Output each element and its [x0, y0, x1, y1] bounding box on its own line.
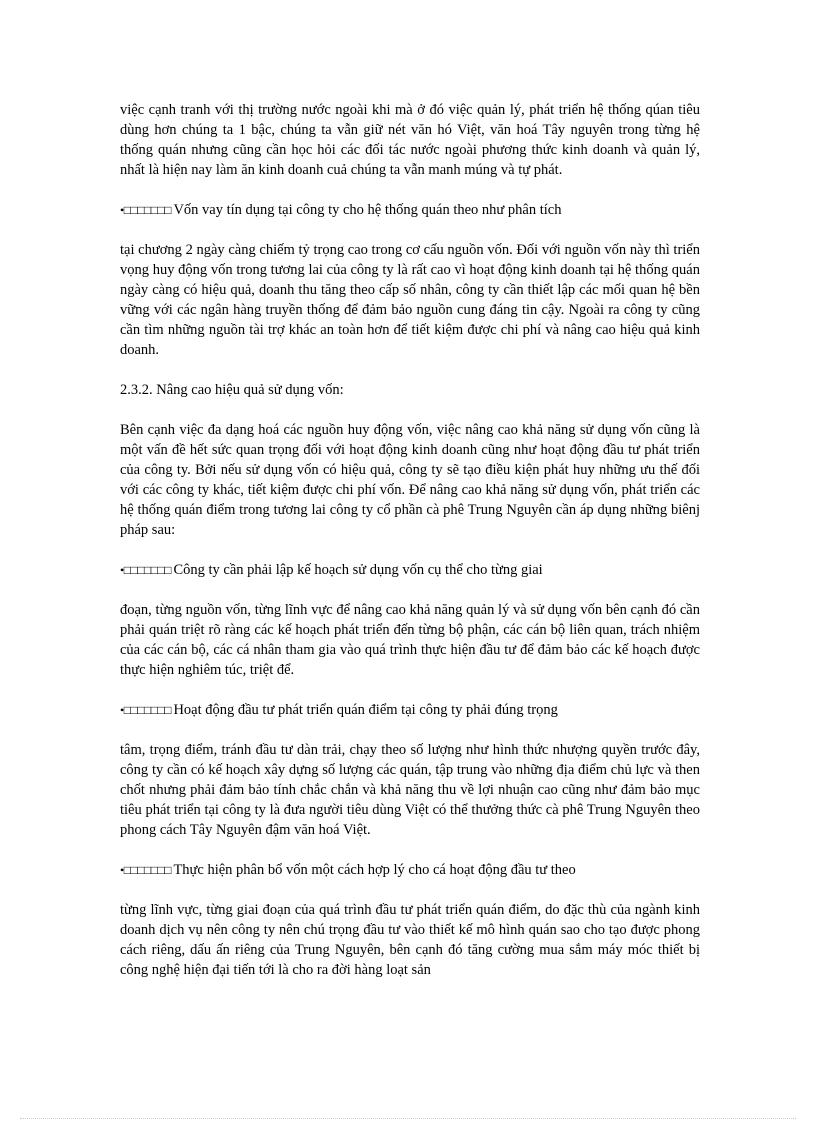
bullet-marker: •□□□□□□□ [120, 863, 174, 877]
paragraph-credit-loans: tại chương 2 ngày càng chiếm tỷ trọng cao trong cơ cấu nguồn vốn. Đối với nguồn vốn này thì triển vọng huy động vốn trong tương lai của công ty là rất cao vì hoạt động kinh doanh tại hệ thống quán ngày càng có hiệu quả, doanh thu tăng theo cấp số nhân, công ty cần thiết lập các mối quan hệ bền vững với các ngân hàng truyền thống để đảm bảo nguồn cung đáng tin cậy. Ngoài ra công ty cũng cần tìm những nguồn tài trợ khác an toàn hơn để tiết kiệm được chi phí và nâng cao hiệu quả kinh doanh. [120, 242, 700, 358]
bullet-lead-text: Hoạt động đầu tư phát triển quán điểm tại công ty phải đúng trọng [173, 702, 558, 718]
bullet-investment-focus [120, 700, 700, 720]
bullet-lead-text: Công ty cần phải lập kế hoạch sử dụng vốn cụ thể cho từng giai [173, 562, 543, 578]
bullet-capital-allocation [120, 860, 700, 880]
document-page [120, 100, 700, 980]
section-heading: 2.3.2. Nâng cao hiệu quả sử dụng vốn: [120, 382, 344, 398]
paragraph-capital-allocation: từng lĩnh vực, từng giai đoạn của quá trình đầu tư phát triển quán điểm, do đặc thù của ngành kinh doanh dịch vụ nên công ty nên chú trọng đầu tư vào thiết kế mô hình quán sao cho tạo được phong cách riêng, dấu ấn riêng của Trung Nguyên, bên cạnh đó tăng cường mua sắm máy móc thiết bị công nghệ hiện đại tiến tới là cho ra đời hàng loạt sản [120, 902, 700, 978]
bullet-credit-loans [120, 200, 700, 220]
paragraph-competition: việc cạnh tranh với thị trường nước ngoài khi mà ở đó việc quản lý, phát triển hệ thống qúan tiêu dùng hơn chúng ta 1 bậc, chúng ta vẫn giữ nét văn hó Việt, văn hoá Tây nguyên trong từng hệ thống quán nhưng cũng cần học hỏi các đối tác nước ngoài phương thức kinh doanh và quản lý, nhất là hiện nay làm ăn kinh doanh cuả chúng ta vẫn manh múng và tự phát. [120, 102, 700, 178]
bullet-lead-text: Vốn vay tín dụng tại công ty cho hệ thống quán theo như phân tích [173, 202, 562, 218]
bullet-marker: •□□□□□□□ [120, 703, 174, 717]
paragraph-capital-plan: đoạn, từng nguồn vốn, từng lĩnh vực để nâng cao khả năng quản lý và sử dụng vốn bên cạnh đó cần phải quán triệt rõ ràng các kế hoạch phát triển đến từng bộ phận, các cán bộ liên quan, trách nhiệm của các cán bộ, các cá nhân tham gia vào quá trình thực hiện đầu tư để đảm bảo các kế hoạch được thực hiện nghiêm túc, triệt để. [120, 602, 700, 678]
paragraph-capital-efficiency: Bên cạnh việc đa dạng hoá các nguồn huy động vốn, việc nâng cao khả năng sử dụng vốn cũng là một vấn đề hết sức quan trọng đối với hoạt động kinh doanh cũng như hoạt động đầu tư phát triển của công ty. Bởi nếu sử dụng vốn có hiệu quả, công ty sẽ tạo điều kiện phát huy những ưu thế đối với các công ty khác, tiết kiệm được chi phí vốn. Để nâng cao khả năng sử dụng vốn, phát triển các hệ thống quán điểm trong tương lai công ty cổ phần cà phê Trung Nguyên cần áp dụng những biênj pháp sau: [120, 422, 700, 538]
bullet-lead-text: Thực hiện phân bổ vốn một cách hợp lý cho cá hoạt động đầu tư theo [173, 862, 576, 878]
bullet-capital-plan [120, 560, 700, 580]
bullet-marker: •□□□□□□□ [120, 563, 174, 577]
paragraph-investment-focus: tâm, trọng điểm, tránh đầu tư dàn trải, chạy theo số lượng như hình thức nhượng quyền trước đây, công ty cần có kế hoạch xây dựng số lượng các quán, tập trung vào những địa điểm chủ lực và then chốt nhưng phải đảm bảo tính chắc chắn và khả năng thu về lợi nhuận cao cũng như đảm bảo mục tiêu phát triển tại công ty là đưa người tiêu dùng Việt có thể thưởng thức cà phê Trung Nguyên theo phong cách Tây Nguyên đậm văn hoá Việt. [120, 742, 700, 838]
page-bottom-divider [20, 1118, 796, 1119]
bullet-marker: •□□□□□□□ [120, 203, 174, 217]
